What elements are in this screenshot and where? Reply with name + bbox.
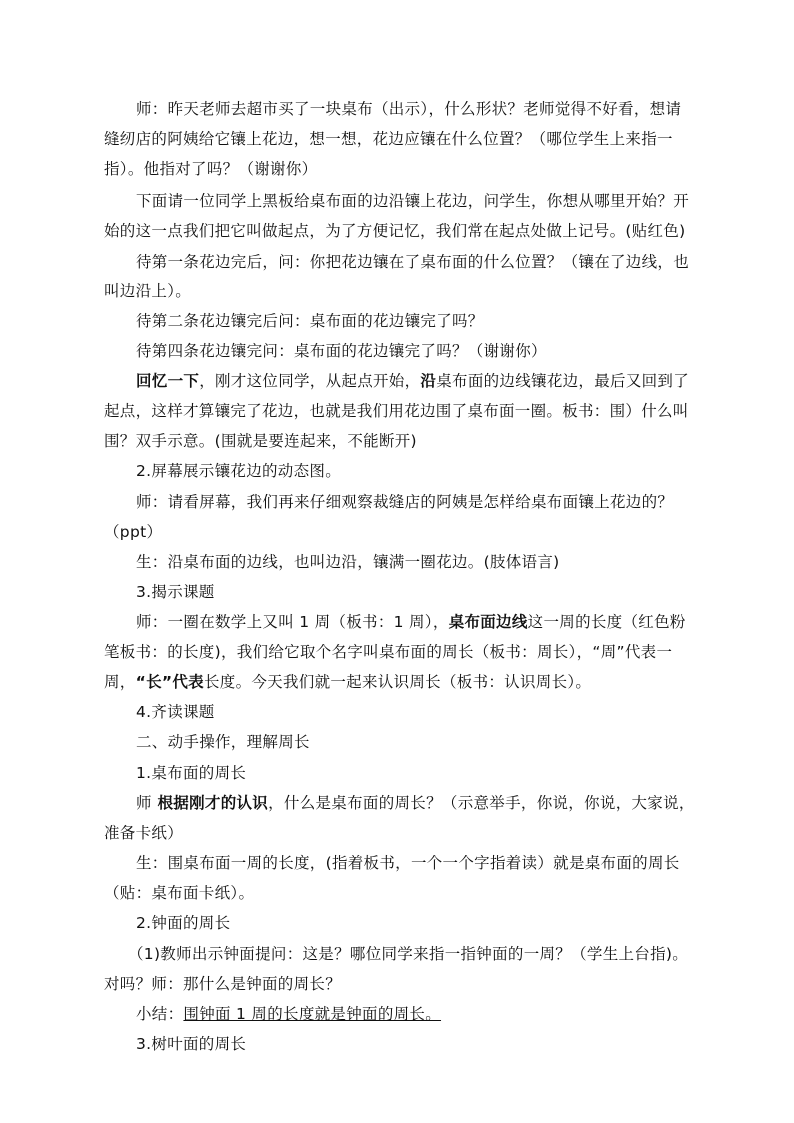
text-line: 待第二条花边镶完后问：桌布面的花边镶完了吗？	[136, 312, 484, 330]
bold-phrase: 根据刚才的认识	[151, 794, 269, 812]
text-run: 桌布面的边线镶花边，最后又回到了	[436, 372, 690, 390]
section-heading: 2.钟面的周长	[136, 914, 231, 932]
underlined-text: 围钟面 1 周的长度就是钟面的周长。	[183, 1005, 442, 1023]
section-heading: 2.屏幕展示镶花边的动态图。	[136, 462, 341, 480]
bold-phrase: “长”代表	[135, 673, 204, 691]
text-line	[136, 792, 695, 814]
text-line: 叫边沿上）。	[104, 282, 192, 300]
text-line: 笔板书：的长度)，我们给它取个名字叫桌布面的周长（板书：周长），“周”代表一	[104, 643, 673, 661]
text-line: 指）。他指对了吗？（谢谢你）	[104, 160, 318, 178]
text-line: 师：请看屏幕，我们再来仔细观察裁缝店的阿姨是怎样给桌布面镶上花边的？	[136, 493, 674, 511]
text-run: 师	[136, 794, 152, 812]
text-line	[104, 671, 591, 693]
text-line: 待第一条花边完后，问：你把花边镶在了桌布面的什么位置？（镶在了边线，也	[136, 253, 690, 271]
section-heading: 4.齐读课题	[136, 703, 215, 721]
section-heading: 二、动手操作，理解周长	[136, 733, 310, 751]
text-line: 围？双手示意。(围就是要连起来，不能断开)	[104, 432, 417, 450]
text-run: ，刚才这位同学，从起点开始，	[199, 372, 421, 390]
text-line: 生：沿桌布面的边线，也叫边沿，镶满一圈花边。(肢体语言)	[136, 553, 560, 571]
text-line: 缝纫店的阿姨给它镶上花边，想一想，花边应镶在什么位置？（哪位学生上来指一	[104, 130, 673, 148]
text-line: 始的这一点我们把它叫做起点，为了方便记忆，我们常在起点处做上记号。(贴红色)	[104, 222, 686, 240]
section-heading: 3.树叶面的周长	[136, 1035, 247, 1053]
text-line: （贴：桌布面卡纸）。	[104, 884, 255, 902]
text-run: 长度。今天我们就一起来认识周长（板书：认识周长）。	[203, 673, 592, 691]
summary-line	[136, 1003, 441, 1025]
text-line: 起点，这样才算镶完了花边，也就是我们用花边围了桌布面一圈。板书：围）什么叫	[104, 402, 689, 420]
section-heading: 3.揭示课题	[136, 583, 215, 601]
text-run: 周，	[104, 673, 136, 691]
text-line: 准备卡纸）	[104, 824, 184, 842]
bold-phrase: 回忆一下	[136, 372, 200, 390]
bold-phrase: 沿	[420, 372, 437, 390]
section-heading: 1.桌布面的周长	[136, 764, 247, 782]
text-line: 师：昨天老师去超市买了一块桌布（出示），什么形状？老师觉得不好看，想请	[136, 100, 682, 118]
text-line: 生：围桌布面一周的长度，(指着板书，一个一个字指着读）就是桌布面的周长	[136, 854, 680, 872]
text-line: （1)教师出示钟面提问：这是？哪位同学来指一指钟面的一周？（学生上台指)。	[128, 945, 689, 963]
text-line: 待第四条花边镶完问：桌布面的花边镶完了吗？（谢谢你）	[136, 342, 547, 360]
bold-phrase: 桌布面边线	[448, 613, 528, 631]
text-run: 这一周的长度（红色粉	[527, 613, 686, 631]
text-run: 师：一圈在数学上又叫 1 周（板书：1 周），	[136, 613, 449, 631]
text-line: 对吗？师：那什么是钟面的周长？	[104, 975, 342, 993]
text-line: （ppt）	[104, 523, 163, 541]
text-line	[136, 611, 686, 633]
text-line: 下面请一位同学上黑板给桌布面的边沿镶上花边，问学生，你想从哪里开始？开	[136, 192, 690, 210]
text-line	[136, 370, 689, 392]
summary-label: 小结：	[136, 1005, 184, 1023]
text-run: ，什么是桌布面的周长？（示意举手，你说，你说，大家说，	[268, 794, 695, 812]
